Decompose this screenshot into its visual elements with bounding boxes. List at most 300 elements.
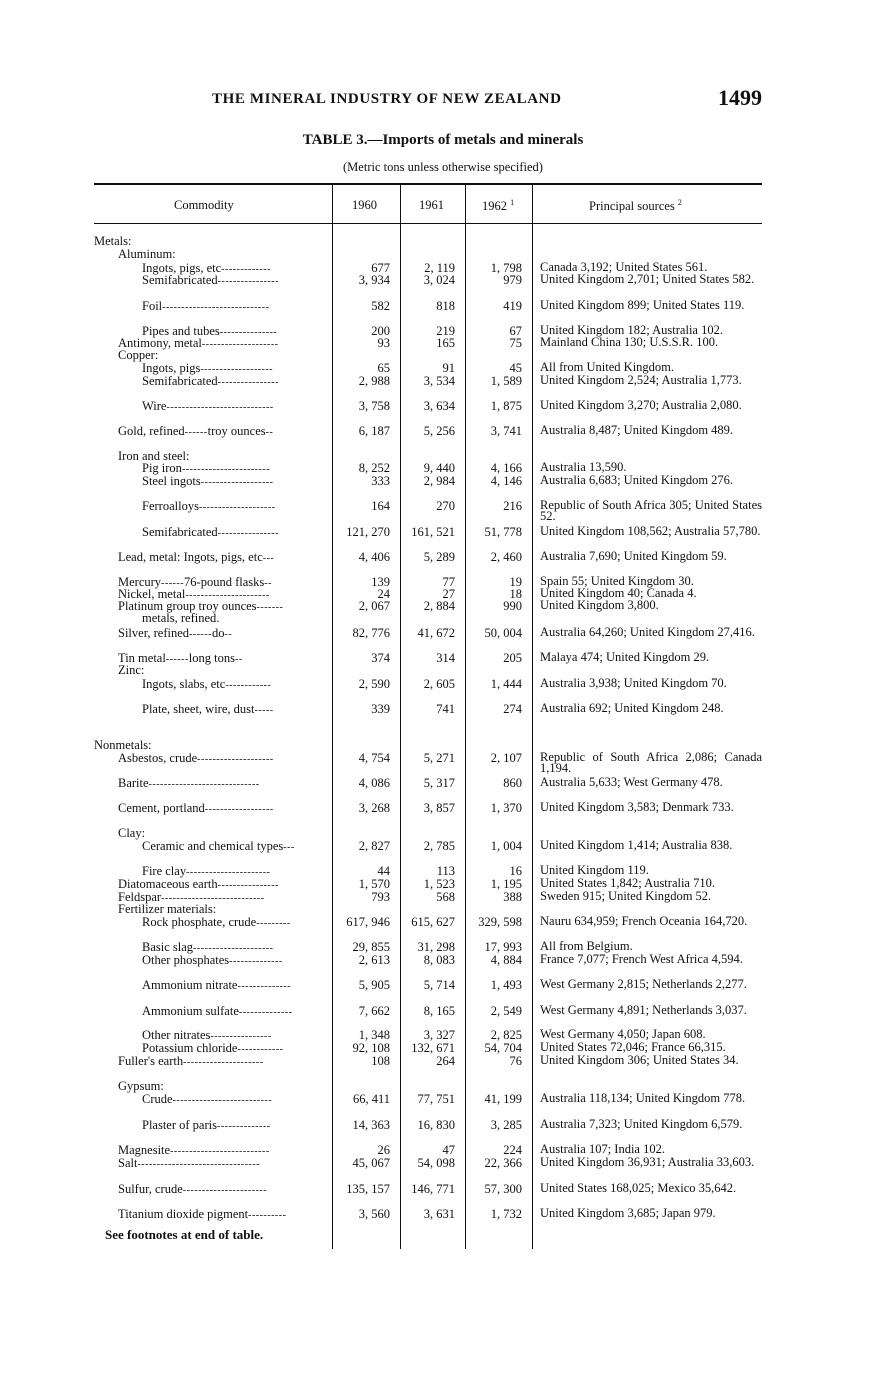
leader-dots: ---------------------- [185, 590, 270, 601]
leader-dots: -------------------- [197, 754, 274, 765]
commodity-label [118, 1055, 264, 1070]
leader-dots: ---------------------------- [162, 302, 270, 313]
commodity-name: Ceramic and chemical types [142, 839, 284, 853]
principal-sources: Australia 6,683; United Kingdom 276. [540, 473, 734, 487]
principal-sources: United Kingdom 3,685; Japan 979. [540, 1206, 716, 1220]
header-1960: 1960 [352, 198, 377, 212]
value-1960: 339 [371, 702, 390, 716]
principal-sources: Australia 7,323; United Kingdom 6,579. [540, 1117, 743, 1131]
value-1962: 2, 107 [490, 751, 522, 765]
leader-dots: -------------------- [201, 339, 279, 350]
value-1962: 18 [509, 587, 522, 601]
value-1961: 2, 119 [424, 261, 455, 275]
value-1961: 615, 627 [411, 915, 455, 929]
header-1962 [482, 198, 514, 214]
value-1962: 388 [503, 890, 522, 904]
value-1960: 3, 268 [358, 801, 390, 815]
leader-dots: ---------------- [217, 528, 279, 539]
value-1962: 1, 195 [490, 877, 522, 891]
value-1961: 161, 521 [411, 525, 455, 539]
header-sources-footnote: 2 [677, 198, 682, 207]
leader-dots: -------------------------------- [137, 1159, 261, 1170]
commodity-name: Zinc: [118, 663, 145, 677]
value-1960: 121, 270 [346, 525, 390, 539]
header-1961: 1961 [419, 198, 444, 212]
value-1962: 4, 166 [490, 461, 522, 475]
commodity-name: Fertilizer materials: [118, 902, 217, 916]
value-1960: 3, 758 [358, 399, 390, 413]
header-sources-label: Principal sources [589, 199, 675, 214]
commodity-name: Nickel, metal [118, 587, 186, 601]
principal-sources: United Kingdom 36,931; Australia 33,603. [540, 1155, 755, 1169]
value-1960: 2, 827 [358, 839, 390, 853]
value-1962: 4, 146 [490, 474, 522, 488]
commodity-name: Fire clay [142, 864, 187, 878]
commodity-name: Metals: [94, 234, 132, 248]
leader-dots: ---------------- [217, 377, 279, 388]
value-1960: 135, 157 [346, 1182, 390, 1196]
value-1960: 6, 187 [358, 424, 390, 438]
commodity-label [118, 627, 232, 642]
commodity-name: Nonmetals: [94, 738, 152, 752]
leader-dots: --- [262, 553, 275, 564]
value-1961: 1, 523 [423, 877, 455, 891]
value-1961: 8, 083 [423, 953, 455, 967]
principal-sources: Australia 5,633; West Germany 478. [540, 775, 723, 789]
value-1961: 3, 024 [423, 273, 455, 287]
value-1962: 2, 825 [490, 1028, 522, 1042]
commodity-label [94, 739, 152, 752]
principal-sources: United Kingdom 2,524; Australia 1,773. [540, 373, 742, 387]
commodity-name: Gold, refined [118, 424, 185, 438]
header-commodity: Commodity [174, 198, 234, 212]
leader-dots: ------------------- [200, 364, 274, 375]
value-1962: 22, 366 [484, 1156, 522, 1170]
commodity-label [142, 703, 274, 718]
header-1962-label: 1962 [482, 199, 507, 214]
leader-dots: -------------- [238, 1007, 293, 1018]
value-1960: 333 [371, 474, 390, 488]
commodity-name: Gypsum: [118, 1079, 164, 1093]
leader-dots: ---------------- [217, 880, 279, 891]
commodity-name: Rock phosphate, crude [142, 915, 257, 929]
principal-sources: United Kingdom 182; Australia 102. [540, 323, 723, 337]
value-1961: 9, 440 [423, 461, 455, 475]
value-1962: 57, 300 [484, 1182, 522, 1196]
principal-sources: United Kingdom 2,701; United States 582. [540, 272, 755, 286]
commodity-name: Steel ingots [142, 474, 201, 488]
value-1961: 264 [436, 1054, 455, 1068]
table-title: TABLE 3.—Imports of metals and minerals [302, 132, 584, 148]
commodity-name: Other nitrates [142, 1028, 211, 1042]
leader-dots: -- [234, 654, 243, 665]
value-1962: 54, 704 [484, 1041, 522, 1055]
value-1962: 3, 741 [490, 424, 522, 438]
value-1961: 5, 714 [423, 978, 455, 992]
principal-sources: Australia 118,134; United Kingdom 778. [540, 1091, 746, 1105]
commodity-name: Salt [118, 1156, 138, 1170]
value-1962: 76 [509, 1054, 522, 1068]
value-1961: 47 [442, 1143, 455, 1157]
principal-sources: West Germany 4,050; Japan 608. [540, 1027, 706, 1041]
table-top-rule [94, 183, 762, 185]
value-1960: 4, 754 [358, 751, 390, 765]
value-1961: 91 [442, 361, 455, 375]
leader-dots: ----------------------- [181, 464, 271, 475]
leader-dots: ---------------------------- [166, 402, 274, 413]
commodity-label [142, 475, 273, 490]
leader-dots: ------------------- [200, 477, 274, 488]
commodity-name: Wire [142, 399, 167, 413]
leader-dots: -------------------------- [170, 1146, 270, 1157]
principal-sources: United Kingdom 3,583; Denmark 733. [540, 800, 734, 814]
value-1960: 4, 086 [358, 776, 390, 790]
commodity-name: Aluminum: [118, 247, 176, 261]
value-1961: 5, 256 [423, 424, 455, 438]
value-1962: 990 [503, 599, 522, 613]
leader-dots: ---------------------- [186, 867, 271, 878]
value-1962: 329, 598 [478, 915, 522, 929]
commodity-label [142, 375, 279, 390]
value-1962: 979 [503, 273, 522, 287]
commodity-label [142, 500, 276, 515]
value-1961: 77, 751 [417, 1092, 455, 1106]
commodity-name: Feldspar [118, 890, 162, 904]
commodity-name: Ammonium nitrate [142, 978, 238, 992]
commodity-name: Ingots, pigs [142, 361, 201, 375]
value-1960: 617, 946 [346, 915, 390, 929]
value-1960: 5, 905 [358, 978, 390, 992]
leader-dots: ---------------- [210, 1031, 272, 1042]
commodity-label [142, 979, 291, 994]
principal-sources: United Kingdom 3,800. [540, 598, 659, 612]
commodity-label [118, 827, 145, 840]
commodity-name: Barite [118, 776, 149, 790]
commodity-label [142, 916, 291, 931]
value-1962: 19 [509, 575, 522, 589]
leader-dots: ------------- [221, 264, 271, 275]
leader-dots: ---------------------- [182, 1185, 268, 1196]
leader-dots: --- [283, 842, 295, 853]
value-1962: 17, 993 [484, 940, 522, 954]
commodity-name: Plate, sheet, wire, dust [142, 702, 255, 716]
value-1961: 5, 317 [423, 776, 455, 790]
commodity-name: Pig iron [142, 461, 182, 475]
commodity-name: Ingots, slabs, etc [142, 677, 226, 691]
value-1962: 1, 444 [490, 677, 522, 691]
commodity-name: Clay: [118, 826, 146, 840]
value-1961: 113 [436, 864, 455, 878]
unit-label: do [212, 626, 225, 640]
value-1962: 1, 370 [490, 801, 522, 815]
table-header-rule [94, 223, 762, 224]
commodity-label [142, 526, 279, 541]
commodity-name: Sulfur, crude [118, 1182, 183, 1196]
value-1961: 146, 771 [411, 1182, 455, 1196]
commodity-name: Foil [142, 299, 163, 313]
principal-sources: United Kingdom 306; United States 34. [540, 1053, 739, 1067]
value-1962: 51, 778 [484, 525, 522, 539]
value-1962: 419 [503, 299, 522, 313]
commodity-name: Antimony, metal [118, 336, 202, 350]
value-1960: 582 [371, 299, 390, 313]
value-1962: 205 [503, 651, 522, 665]
value-1962: 1, 589 [490, 374, 522, 388]
value-1960: 200 [371, 324, 390, 338]
principal-sources: Spain 55; United Kingdom 30. [540, 574, 694, 588]
commodity-label [118, 1208, 286, 1223]
principal-sources: United Kingdom 1,414; Australia 838. [540, 838, 733, 852]
value-1960: 108 [371, 1054, 390, 1068]
value-1962: 16 [509, 864, 522, 878]
value-1962: 216 [503, 499, 522, 513]
principal-sources: France 7,077; French West Africa 4,594. [540, 952, 743, 966]
value-1961: 270 [436, 499, 455, 513]
running-head [212, 85, 762, 112]
commodity-name: Potassium chloride [142, 1041, 238, 1055]
principal-sources: Australia 8,487; United Kingdom 489. [540, 423, 734, 437]
commodity-name: Semifabricated [142, 273, 218, 287]
value-1961: 568 [436, 890, 455, 904]
principal-sources: Malaya 474; United Kingdom 29. [540, 650, 710, 664]
commodity-name: Lead, metal: Ingots, pigs, etc [118, 550, 263, 564]
commodity-label [118, 551, 274, 566]
value-1962: 41, 199 [484, 1092, 522, 1106]
leader-dots: ----------------------------- [148, 779, 260, 790]
running-head-title: THE MINERAL INDUSTRY OF NEW ZEALAND [212, 91, 562, 107]
leader-dots: -------------- [229, 956, 283, 967]
value-1961: 132, 671 [411, 1041, 455, 1055]
value-1962: 2, 549 [490, 1004, 522, 1018]
commodity-label [142, 678, 271, 693]
value-1961: 31, 298 [417, 940, 455, 954]
table-footer-note: See footnotes at end of table. [105, 1227, 264, 1242]
value-1960: 4, 406 [358, 550, 390, 564]
leader-dots: -- [224, 629, 233, 640]
value-1962: 50, 004 [484, 626, 522, 640]
commodity-name: Tin metal [118, 651, 166, 665]
commodity-name: Platinum group troy ounces [118, 599, 257, 613]
commodity-label [118, 1080, 164, 1093]
value-1960: 3, 560 [358, 1207, 390, 1221]
value-1961: 27 [442, 587, 455, 601]
commodity-name: Copper: [118, 348, 159, 362]
unit-label: troy ounces [207, 424, 266, 438]
table-subtitle: (Metric tons unless otherwise specified) [343, 160, 543, 174]
value-1962: 1, 875 [490, 399, 522, 413]
commodity-label [142, 1005, 293, 1020]
commodity-label [118, 664, 144, 677]
leader-dots: --------------------- [193, 943, 274, 954]
commodity-name: Ingots, pigs, etc [142, 261, 222, 275]
leader-dots: --------- [256, 918, 291, 929]
value-1961: 3, 327 [423, 1028, 455, 1042]
commodity-label [118, 777, 260, 792]
value-1960: 26 [377, 1143, 390, 1157]
header-sources [589, 198, 682, 214]
principal-sources: Republic of South Africa 2,086; Canada 1,194. [540, 750, 762, 775]
commodity-name: Ammonium sulfate [142, 1004, 239, 1018]
principal-sources: Republic of South Africa 305; United States 52. [540, 498, 762, 523]
principal-sources: United Kingdom 108,562; Australia 57,780. [540, 524, 761, 538]
value-1960: 2, 067 [358, 599, 390, 613]
value-1961: 3, 634 [423, 399, 455, 413]
leader-dots: --------------------- [183, 1057, 264, 1068]
value-1961: 741 [436, 702, 455, 716]
leader-dots: -------------------------- [172, 1095, 273, 1106]
commodity-label [118, 752, 274, 767]
value-1961: 219 [436, 324, 455, 338]
leader-dots: ----- [254, 705, 274, 716]
commodity-label [142, 1119, 271, 1134]
commodity-label [142, 612, 219, 625]
value-1960: 92, 108 [352, 1041, 390, 1055]
leader-dots: --------------------------- [161, 893, 265, 904]
value-1961: 818 [436, 299, 455, 313]
principal-sources: Canada 3,192; United States 561. [540, 260, 708, 274]
commodity-name: Asbestos, crude [118, 751, 198, 765]
value-1961: 77 [442, 575, 455, 589]
leader-dots: -------------------- [198, 502, 276, 513]
column-divider [532, 183, 533, 1249]
commodity-name: Diatomaceous earth [118, 877, 218, 891]
commodity-label [118, 1157, 260, 1172]
value-1962: 1, 798 [490, 261, 522, 275]
unit-label: 76-pound flasks [184, 575, 265, 589]
commodity-name: Silver, refined [118, 626, 190, 640]
value-1961: 2, 884 [423, 599, 455, 613]
leader-dots: ------ [161, 578, 185, 589]
value-1961: 314 [436, 651, 455, 665]
value-1960: 65 [377, 361, 390, 375]
value-1962: 274 [503, 702, 522, 716]
commodity-label [142, 400, 274, 415]
leader-dots: ------------------ [204, 804, 274, 815]
principal-sources: United Kingdom 3,270; Australia 2,080. [540, 398, 742, 412]
principal-sources: Australia 3,938; United Kingdom 70. [540, 676, 727, 690]
commodity-label [118, 349, 158, 362]
leader-dots: ---------------- [217, 276, 279, 287]
value-1961: 2, 785 [423, 839, 455, 853]
value-1962: 67 [509, 324, 522, 338]
commodity-label [142, 1093, 272, 1108]
value-1960: 1, 570 [358, 877, 390, 891]
principal-sources: United States 1,842; Australia 710. [540, 876, 715, 890]
value-1962: 1, 493 [490, 978, 522, 992]
value-1961: 5, 289 [423, 550, 455, 564]
principal-sources: Australia 692; United Kingdom 248. [540, 701, 724, 715]
commodity-name: Semifabricated [142, 525, 218, 539]
principal-sources: United Kingdom 899; United States 119. [540, 298, 745, 312]
principal-sources: Australia 13,590. [540, 460, 627, 474]
value-1962: 75 [509, 336, 522, 350]
leader-dots: ------- [256, 602, 284, 613]
commodity-label [94, 235, 132, 248]
commodity-name: Plaster of paris [142, 1118, 217, 1132]
principal-sources: United Kingdom 119. [540, 863, 649, 877]
value-1960: 2, 613 [358, 953, 390, 967]
leader-dots: ------ [189, 629, 212, 640]
value-1960: 374 [371, 651, 390, 665]
principal-sources: Australia 107; India 102. [540, 1142, 665, 1156]
value-1962: 45 [509, 361, 522, 375]
value-1960: 793 [371, 890, 390, 904]
value-1960: 2, 590 [358, 677, 390, 691]
leader-dots: ------------ [225, 680, 272, 691]
principal-sources: United Kingdom 40; Canada 4. [540, 586, 697, 600]
value-1961: 3, 857 [423, 801, 455, 815]
commodity-label [118, 425, 273, 440]
value-1962: 4, 884 [490, 953, 522, 967]
leader-dots: --------------- [219, 327, 278, 338]
value-1961: 16, 830 [417, 1118, 455, 1132]
commodity-label [118, 802, 274, 817]
value-1961: 2, 984 [423, 474, 455, 488]
value-1960: 24 [377, 587, 390, 601]
value-1961: 54, 098 [417, 1156, 455, 1170]
value-1960: 7, 662 [358, 1004, 390, 1018]
value-1962: 860 [503, 776, 522, 790]
value-1961: 41, 672 [417, 626, 455, 640]
commodity-name: Magnesite [118, 1143, 171, 1157]
commodity-name: Iron and steel: [118, 449, 190, 463]
commodity-name: Basic slag [142, 940, 194, 954]
principal-sources: Mainland China 130; U.S.S.R. 100. [540, 335, 719, 349]
commodity-name: Mercury [118, 575, 162, 589]
principal-sources: All from Belgium. [540, 939, 633, 953]
value-1962: 224 [503, 1143, 522, 1157]
commodity-name: Ferroalloys [142, 499, 199, 513]
value-1960: 82, 776 [352, 626, 390, 640]
principal-sources: Sweden 915; United Kingdom 52. [540, 889, 712, 903]
commodity-label [142, 840, 295, 855]
leader-dots: ---------- [248, 1210, 287, 1221]
value-1960: 29, 855 [352, 940, 390, 954]
principal-sources: Australia 7,690; United Kingdom 59. [540, 549, 727, 563]
principal-sources: Australia 64,260; United Kingdom 27,416. [540, 625, 755, 639]
commodity-label [118, 1183, 267, 1198]
leader-dots: -------------- [216, 1121, 271, 1132]
value-1960: 14, 363 [352, 1118, 390, 1132]
page-number: 1499 [718, 85, 762, 110]
commodity-label [118, 903, 216, 916]
value-1962: 1, 732 [490, 1207, 522, 1221]
value-1961: 3, 631 [423, 1207, 455, 1221]
commodity-name: Other phosphates [142, 953, 230, 967]
value-1960: 139 [371, 575, 390, 589]
principal-sources: Nauru 634,959; French Oceania 164,720. [540, 914, 748, 928]
leader-dots: ------ [165, 654, 189, 665]
commodity-name: metals, refined. [142, 611, 220, 625]
commodity-label [118, 248, 176, 261]
value-1962: 1, 004 [490, 839, 522, 853]
value-1960: 3, 934 [358, 273, 390, 287]
principal-sources: United States 72,046; France 66,315. [540, 1040, 726, 1054]
value-1961: 5, 271 [423, 751, 455, 765]
commodity-name: Fuller's earth [118, 1054, 184, 1068]
leader-dots: -- [265, 427, 274, 438]
leader-dots: ------------ [237, 1044, 284, 1055]
commodity-name: Titanium dioxide pigment [118, 1207, 249, 1221]
value-1961: 2, 605 [423, 677, 455, 691]
commodity-name: Crude [142, 1092, 173, 1106]
leader-dots: ------ [184, 427, 208, 438]
header-1962-footnote: 1 [510, 198, 515, 207]
value-1960: 66, 411 [352, 1092, 390, 1106]
value-1961: 3, 534 [423, 374, 455, 388]
value-1961: 8, 165 [423, 1004, 455, 1018]
principal-sources: All from United Kingdom. [540, 360, 675, 374]
